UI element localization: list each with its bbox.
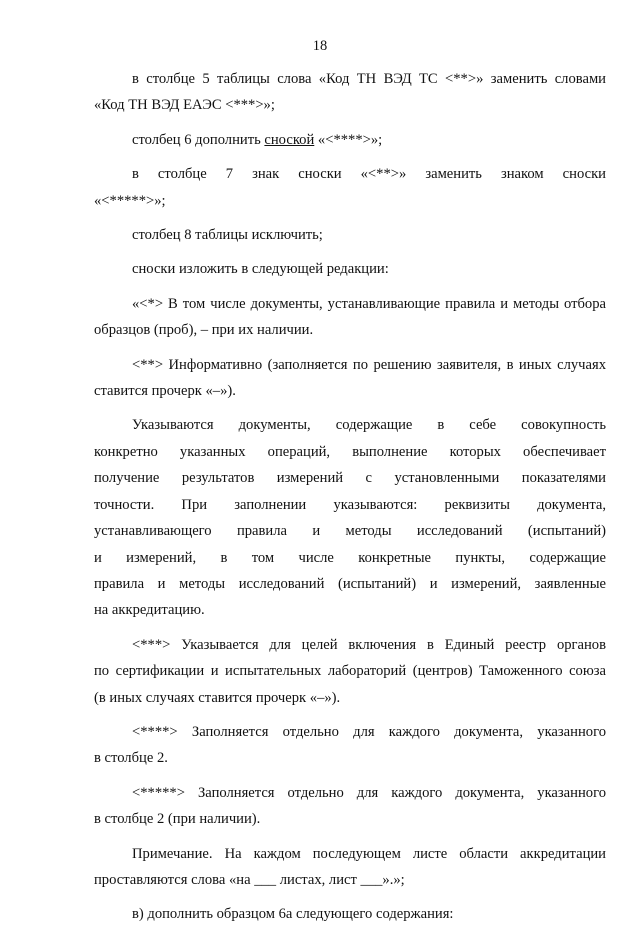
- text-line: в столбце 2 (при наличии).: [94, 811, 261, 828]
- paragraph-column8-remove: [94, 222, 606, 248]
- text-line: сноски изложить в следующей редакции:: [132, 261, 389, 278]
- text-line: ставится прочерк «–»).: [94, 383, 236, 400]
- text-line: в столбце 2.: [94, 750, 168, 767]
- text-line: Примечание. На каждом последующем листе области аккредитации: [132, 845, 606, 862]
- page-number: 18: [312, 38, 328, 54]
- paragraph-column5-replace: [94, 66, 606, 119]
- note-paragraph: [94, 841, 606, 894]
- text-line: правила и методы исследований (испытаний) и измерений, заявленные: [94, 575, 606, 592]
- text-line: <****> Заполняется отдельно для каждого документа, указанного: [132, 723, 606, 740]
- footnote-1: [94, 291, 606, 344]
- footnote-2: [94, 352, 606, 405]
- text-line: «<*> В том числе документы, устанавливающие правила и методы отбора: [132, 295, 606, 312]
- text-fragment: «<****>»;: [314, 131, 383, 148]
- text-line: получение результатов измерений с установленными показателями: [94, 470, 606, 487]
- text-line: «Код ТН ВЭД ЕАЭС <***>»;: [94, 97, 275, 114]
- text-fragment: столбец 6 дополнить: [132, 131, 265, 148]
- paragraph-column7-replace: [94, 161, 606, 214]
- text-line: в) дополнить образцом 6а следующего содержания:: [132, 906, 454, 923]
- footnote-3: [94, 632, 606, 711]
- text-line: Указываются документы, содержащие в себе совокупность: [132, 417, 606, 434]
- footnote-2-continuation: [94, 412, 606, 623]
- text-line: точности. При заполнении указываются: реквизиты документа,: [94, 496, 606, 513]
- text-line: столбец 8 таблицы исключить;: [132, 227, 323, 244]
- text-line: в столбце 7 знак сноски «<**>» заменить знаком сноски: [132, 166, 606, 183]
- text-line: устанавливающего правила и методы исследований (испытаний): [94, 523, 606, 540]
- text-line: (в иных случаях ставится прочерк «–»).: [94, 689, 341, 706]
- text-line: в столбце 5 таблицы слова «Код ТН ВЭД ТС <**>» заменить словами: [132, 71, 606, 87]
- paragraph-add-sample-6a: [94, 901, 606, 927]
- text-line: по сертификации и испытательных лабораторий (центров) Таможенного союза: [94, 663, 606, 680]
- text-line: <***> Указывается для целей включения в Единый реестр органов: [132, 636, 606, 653]
- footnote-4: [94, 719, 606, 772]
- text-line: «<*****>»;: [94, 192, 166, 209]
- text-line: образцов (проб), – при их наличии.: [94, 322, 314, 339]
- text-line: проставляются слова «на ___ листах, лист ___».»;: [94, 871, 405, 888]
- text-line: <*****> Заполняется отдельно для каждого документа, указанного: [132, 784, 606, 801]
- paragraph-column6-add: [94, 127, 606, 153]
- text-line: на аккредитацию.: [94, 602, 205, 619]
- footnote-5: [94, 780, 606, 833]
- paragraph-footnotes-intro: [94, 256, 606, 282]
- underlined-word: сноской: [264, 131, 315, 148]
- document-body: [94, 66, 606, 928]
- text-line: <**> Информативно (заполняется по решению заявителя, в иных случаях: [132, 356, 606, 373]
- text-line: конкретно указанных операций, выполнение которых обеспечивает: [94, 443, 606, 460]
- text-line: и измерений, в том числе конкретные пункты, содержащие: [94, 549, 606, 566]
